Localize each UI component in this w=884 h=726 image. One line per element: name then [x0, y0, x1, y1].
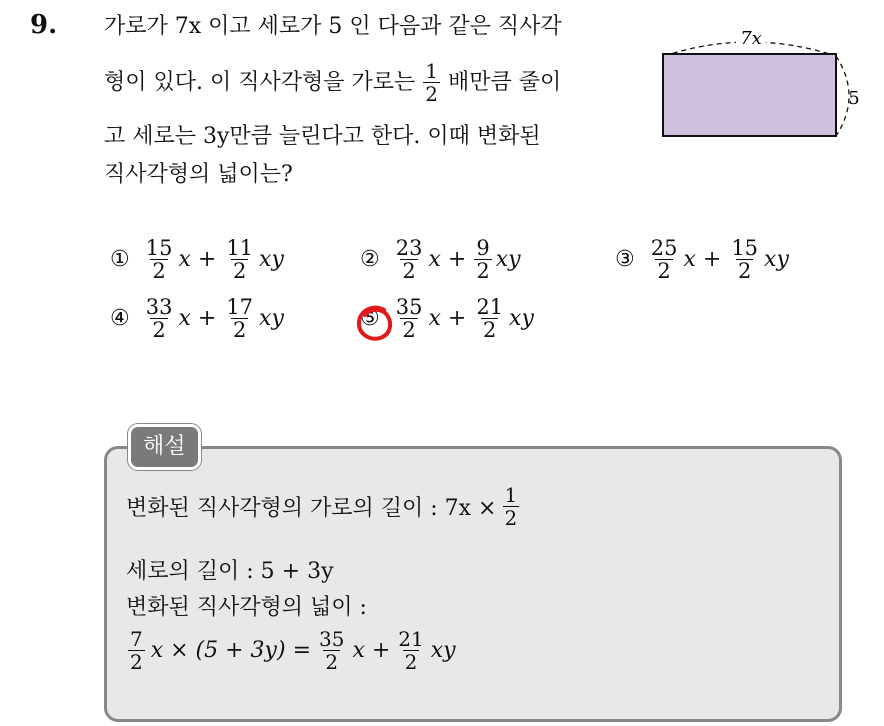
choice-fraction-b [729, 237, 760, 282]
solution-line-4-end: xy [430, 638, 456, 663]
choice-var-xy: xy [259, 247, 284, 272]
solution-line-3: 변화된 직사각형의 넓이 : [126, 595, 367, 620]
answer-circle-mark [354, 302, 396, 344]
choice-fraction-b [224, 296, 255, 341]
choice-expression [647, 237, 789, 282]
choice-var-x: x + [683, 247, 722, 272]
choice-number: ⑤ [360, 306, 380, 331]
fraction-numerator: 15 [731, 236, 759, 260]
solution-line-1-text: 변화된 직사각형의 가로의 길이 : 7x × [126, 496, 497, 521]
choice-var-xy: xy [495, 247, 521, 272]
question-line-2-before: 형이 있다. 이 직사각형을 가로는 [104, 69, 416, 95]
fraction-numerator: 33 [145, 295, 173, 319]
solution-line-1-fraction [503, 484, 520, 529]
fraction-numerator: 1 [425, 59, 438, 83]
choice-var-x: x + [178, 247, 217, 272]
fraction-numerator: 15 [145, 236, 173, 260]
choice-fraction-a [144, 296, 175, 341]
question-line-4: 직사각형의 넓이는? [104, 162, 293, 187]
fraction-denominator: 2 [325, 650, 339, 674]
choice-var-xy: xy [764, 247, 789, 272]
choice-var-xy: xy [509, 306, 534, 331]
solution-line-4-mid: x × (5 + 3y) = [150, 638, 311, 663]
question-line-1: 가로가 7x 이고 세로가 5 인 다음과 같은 직사각 [104, 14, 562, 39]
choice-fraction-b [474, 296, 505, 341]
solution-fraction-3 [396, 628, 425, 673]
choice-var-x: x + [428, 306, 467, 331]
question-fraction [423, 60, 440, 105]
solution-line-4 [126, 628, 456, 673]
choice-number: ④ [110, 306, 130, 331]
fraction-denominator: 2 [232, 318, 247, 342]
fraction-denominator: 2 [152, 318, 166, 342]
choice-fraction-a [144, 237, 175, 282]
width-label: 7x [740, 28, 762, 49]
choice-number: ② [360, 247, 380, 272]
choice-var-x: x + [178, 306, 217, 331]
fraction-denominator: 2 [657, 259, 671, 283]
choice-fraction-a [394, 296, 425, 341]
fraction-numerator: 21 [476, 295, 504, 319]
fraction-denominator: 2 [482, 318, 497, 342]
question-line-2-after: 배만큼 줄이 [447, 69, 562, 95]
fraction-denominator: 2 [402, 259, 416, 283]
fraction-denominator: 2 [130, 650, 143, 674]
choice-fraction-a [649, 237, 680, 282]
solution-line-1 [126, 484, 521, 529]
height-label: 5 [848, 88, 860, 109]
solution-fraction-1 [128, 628, 145, 673]
choice-fraction-b [474, 237, 491, 282]
fraction-denominator: 2 [402, 318, 416, 342]
solution-line-4-plus: x + [352, 638, 391, 663]
fraction-numerator: 35 [395, 295, 423, 319]
choice-number: ① [110, 247, 130, 272]
choice-expression [392, 296, 534, 341]
choice-1[interactable] [110, 237, 284, 282]
choice-3[interactable] [615, 237, 789, 282]
fraction-numerator: 17 [226, 295, 254, 319]
choice-var-x: x + [428, 247, 467, 272]
height-brace [836, 56, 849, 136]
fraction-numerator: 25 [650, 236, 678, 260]
fraction-denominator: 2 [737, 259, 752, 283]
question-line-2 [104, 60, 561, 105]
choice-4[interactable] [110, 296, 284, 341]
choice-expression [142, 237, 284, 282]
fraction-numerator: 35 [319, 627, 345, 651]
rectangle [663, 54, 836, 136]
solution-tag: 해설 [128, 424, 201, 470]
fraction-denominator: 2 [476, 259, 490, 283]
fraction-numerator: 21 [398, 627, 424, 651]
fraction-numerator: 9 [476, 236, 490, 260]
question-number: 9. [30, 10, 58, 40]
fraction-denominator: 2 [425, 82, 438, 106]
solution-fraction-2 [317, 628, 346, 673]
rectangle-figure [640, 20, 880, 150]
choice-fraction-a [394, 237, 425, 282]
fraction-denominator: 2 [504, 506, 518, 530]
fraction-numerator: 23 [395, 236, 423, 260]
fraction-numerator: 1 [504, 483, 518, 507]
choice-expression [142, 296, 284, 341]
solution-line-2: 세로의 길이 : 5 + 3y [126, 559, 334, 584]
fraction-denominator: 2 [232, 259, 247, 283]
fraction-numerator: 11 [226, 236, 254, 260]
choice-number: ③ [615, 247, 635, 272]
choice-2[interactable] [360, 237, 521, 282]
fraction-numerator: 7 [130, 627, 143, 651]
choice-var-xy: xy [259, 306, 284, 331]
fraction-denominator: 2 [404, 650, 418, 674]
choice-expression [392, 237, 521, 282]
question-line-3: 고 세로는 3y만큼 늘린다고 한다. 이때 변화된 [104, 124, 541, 149]
fraction-denominator: 2 [152, 259, 166, 283]
choice-fraction-b [224, 237, 255, 282]
